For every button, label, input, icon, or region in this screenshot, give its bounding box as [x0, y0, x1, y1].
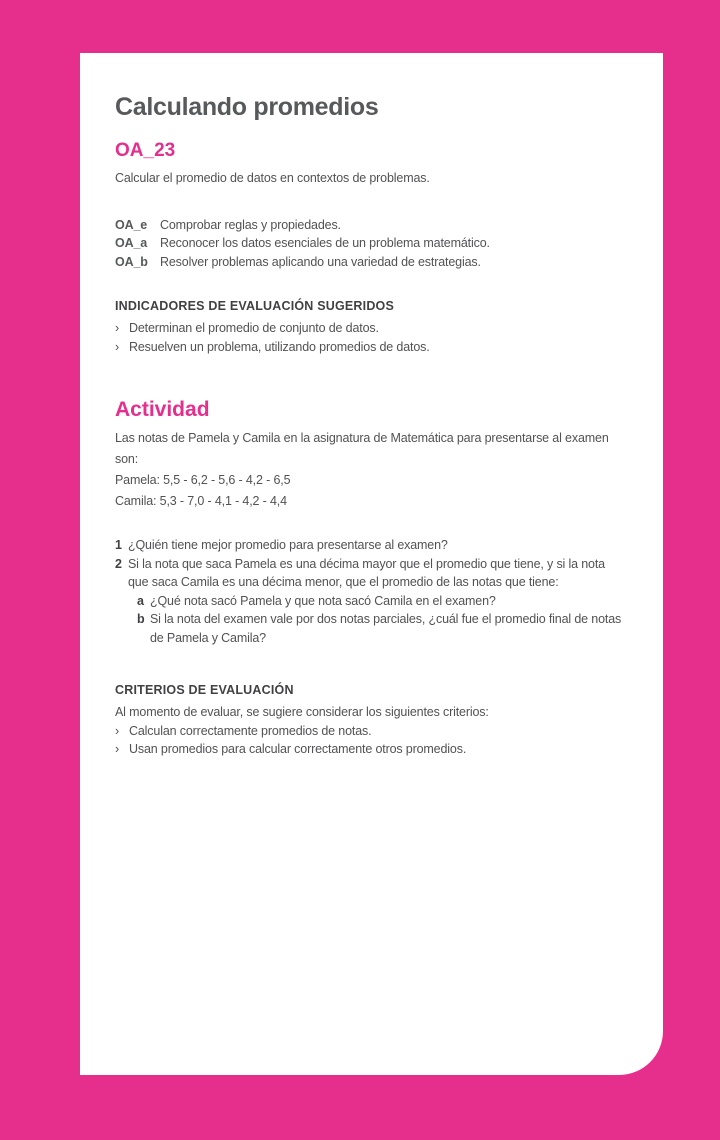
criteria-heading: CRITERIOS DE EVALUACIÓN	[115, 683, 294, 697]
oa-item-text: Comprobar reglas y propiedades.	[160, 217, 341, 232]
oa-list-item	[115, 234, 627, 253]
indicators-heading: INDICADORES DE EVALUACIÓN SUGERIDOS	[115, 299, 395, 313]
question-text: ¿Qué nota sacó Pamela y que nota sacó Camila en el examen?	[150, 593, 496, 608]
oa-item-code: OA_b	[115, 254, 148, 269]
grades-camila: Camila: 5,3 - 7,0 - 4,1 - 4,2 - 4,4	[115, 494, 287, 508]
oa-item-code: OA_a	[115, 236, 148, 250]
criteria-section	[115, 683, 627, 759]
question-number: 1	[115, 538, 122, 552]
question-2	[115, 555, 627, 592]
indicator-text: Resuelven un problema, utilizando promedios de datos.	[129, 339, 430, 354]
question-2a	[137, 592, 627, 611]
question-text: Si la nota que saca Pamela es una décima mayor que el promedio que tiene, y si la nota que saca Camila es una décima menor, que el promedio de las notas que tiene:	[128, 556, 605, 589]
activity-section	[115, 398, 627, 647]
question-1	[115, 536, 627, 555]
criteria-text: Usan promedios para calcular correctamente otros promedios.	[129, 742, 467, 756]
oa-item-code: OA_e	[115, 217, 148, 232]
grades-pamela: Pamela: 5,5 - 6,2 - 5,6 - 4,2 - 6,5	[115, 473, 291, 487]
question-text: ¿Quién tiene mejor promedio para presentarse al examen?	[128, 538, 448, 552]
questions-list	[115, 536, 627, 647]
question-2b	[137, 610, 627, 647]
oa-list-item	[115, 216, 627, 235]
indicator-text: Determinan el promedio de conjunto de datos.	[129, 321, 379, 335]
criteria-item	[115, 740, 627, 759]
bullet-icon: ›	[115, 742, 120, 756]
indicator-item	[115, 338, 627, 357]
oa-code-heading: OA_23	[115, 140, 176, 161]
indicator-item	[115, 319, 627, 338]
question-letter: a	[137, 593, 144, 608]
oa-list-item	[115, 253, 627, 272]
oa-item-text: Resolver problemas aplicando una variedad de estrategias.	[160, 254, 481, 269]
question-text: Si la nota del examen vale por dos notas parciales, ¿cuál fue el promedio final de notas de Pamela y Camila?	[150, 612, 622, 645]
oa-section	[115, 140, 627, 271]
oa-list	[115, 216, 627, 272]
page-title: Calculando promedios	[115, 93, 379, 121]
worksheet-page	[80, 53, 663, 1075]
bullet-icon: ›	[115, 723, 120, 738]
question-letter: b	[137, 612, 145, 626]
criteria-text: Calculan correctamente promedios de notas.	[129, 723, 372, 738]
oa-description: Calcular el promedio de datos en contextos de problemas.	[115, 171, 430, 185]
indicators-section	[115, 299, 627, 356]
oa-item-text: Reconocer los datos esenciales de un problema matemático.	[160, 236, 490, 250]
activity-intro: Las notas de Pamela y Camila en la asignatura de Matemática para presentarse al examen son:	[115, 431, 609, 466]
bullet-icon: ›	[115, 321, 120, 335]
bullet-icon: ›	[115, 339, 120, 354]
question-number: 2	[115, 556, 122, 571]
criteria-item	[115, 722, 627, 741]
activity-heading: Actividad	[115, 398, 210, 421]
criteria-intro: Al momento de evaluar, se sugiere considerar los siguientes criterios:	[115, 705, 489, 719]
